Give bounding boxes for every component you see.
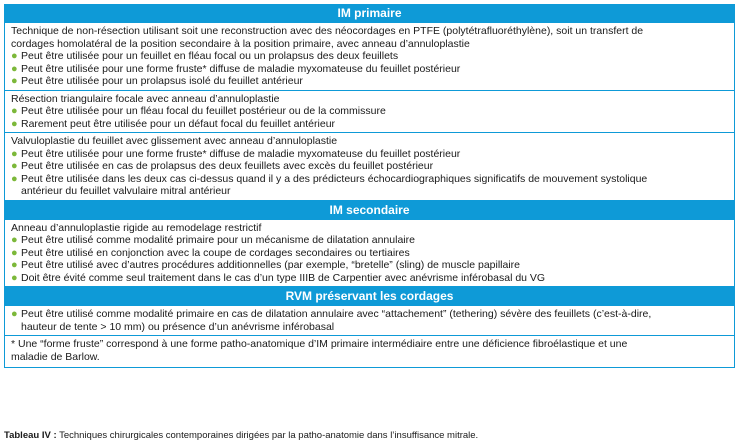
cell-rvm bbox=[4, 306, 735, 336]
footnote: * Une “forme fruste” correspond à une forme patho-anatomique d’IM primaire intermédiaire entre une déficience fibroélastique et une maladie de Barlow. bbox=[4, 336, 735, 368]
table-caption bbox=[4, 430, 478, 441]
technique-title: Anneau d’annuloplastie rigide au remodelage restrictif bbox=[11, 221, 262, 234]
list-item: ● Peut être utilisé avec d’autres procédures additionnelles (par exemple, “bretelle” (sling) de muscle papillaire bbox=[11, 259, 521, 271]
caption-label: Tableau IV : bbox=[4, 430, 57, 441]
bullet-icon: ● bbox=[11, 147, 18, 160]
technique-title: Résection triangulaire focale avec anneau d’annuloplastie bbox=[11, 92, 280, 105]
cell-anneau-rigide bbox=[4, 220, 735, 288]
list-item: ● Rarement peut être utilisée pour un défaut focal du feuillet antérieur bbox=[11, 117, 336, 130]
bullet-icon: ● bbox=[11, 105, 18, 117]
bullet-icon: ● bbox=[11, 259, 18, 271]
bullet-icon: ● bbox=[11, 308, 18, 320]
list-item: ● Peut être utilisé comme modalité primaire en cas de dilatation annulaire avec “attachement” (tethering) sévère des feuillets (c’est-à-dire, hauteur de tente > 10 mm) ou présence d’un anévrisme inférobasal bbox=[11, 308, 652, 333]
section-header-im-primaire: IM primaire bbox=[4, 4, 735, 23]
bullet-icon: ● bbox=[11, 246, 18, 259]
section-header-im-secondaire: IM secondaire bbox=[4, 201, 735, 220]
technique-title: Valvuloplastie du feuillet avec glissement avec anneau d’annuloplastie bbox=[11, 135, 338, 147]
list-item: ● Peut être utilisée pour un feuillet en fléau focal ou un prolapsus des deux feuillets bbox=[11, 50, 399, 62]
caption-text: Techniques chirurgicales contemporaines dirigées par la patho-anatomie dans l’insuffisance mitrale. bbox=[56, 430, 479, 441]
list-item: ● Doit être évité comme seul traitement dans le cas d’un type IIIB de Carpentier avec anévrisme inférobasal du VG bbox=[11, 271, 546, 284]
bullet-icon: ● bbox=[11, 271, 18, 284]
technique-title: Technique de non-résection utilisant soit une reconstruction avec des néocordages en PTFE (polytétrafluoréthylène), soit un transfert de bbox=[11, 25, 644, 37]
list-item: ● Peut être utilisé comme modalité primaire pour un mécanisme de dilatation annulaire bbox=[11, 234, 415, 246]
list-item: ● Peut être utilisée pour un prolapsus isolé du feuillet antérieur bbox=[11, 75, 303, 87]
techniques-table bbox=[4, 4, 735, 368]
list-item: ● Peut être utilisée en cas de prolapsus des deux feuillets avec excès du feuillet postérieur bbox=[11, 160, 434, 172]
bullet-icon: ● bbox=[11, 75, 18, 87]
cell-resection-triangulaire bbox=[4, 91, 735, 134]
cell-valvuloplastie bbox=[4, 133, 735, 201]
bullet-icon: ● bbox=[11, 234, 18, 246]
section-header-rvm: RVM préservant les cordages bbox=[4, 287, 735, 306]
bullet-icon: ● bbox=[11, 50, 18, 62]
list-item: ● Peut être utilisée dans les deux cas ci-dessus quand il y a des prédicteurs échocardiographiques significatifs de mouvement systolique antérieur du feuillet valvulaire mitral antérieur bbox=[11, 172, 648, 197]
bullet-icon: ● bbox=[11, 62, 18, 75]
list-item: ● Peut être utilisée pour un fléau focal du feuillet postérieur ou de la commissure bbox=[11, 105, 386, 117]
bullet-icon: ● bbox=[11, 172, 18, 185]
bullet-icon: ● bbox=[11, 117, 18, 130]
list-item: ● Peut être utilisée pour une forme fruste* diffuse de maladie myxomateuse du feuillet postérieur bbox=[11, 147, 461, 160]
cell-non-resection bbox=[4, 23, 735, 91]
list-item: ● Peut être utilisée pour une forme fruste* diffuse de maladie myxomateuse du feuillet postérieur bbox=[11, 62, 461, 75]
bullet-icon: ● bbox=[11, 160, 18, 172]
list-item: ● Peut être utilisé en conjonction avec la coupe de cordages secondaires ou tertiaires bbox=[11, 246, 410, 259]
technique-title-cont: cordages homolatéral de la position secondaire à la position primaire, avec anneau d’annuloplastie bbox=[11, 37, 470, 50]
